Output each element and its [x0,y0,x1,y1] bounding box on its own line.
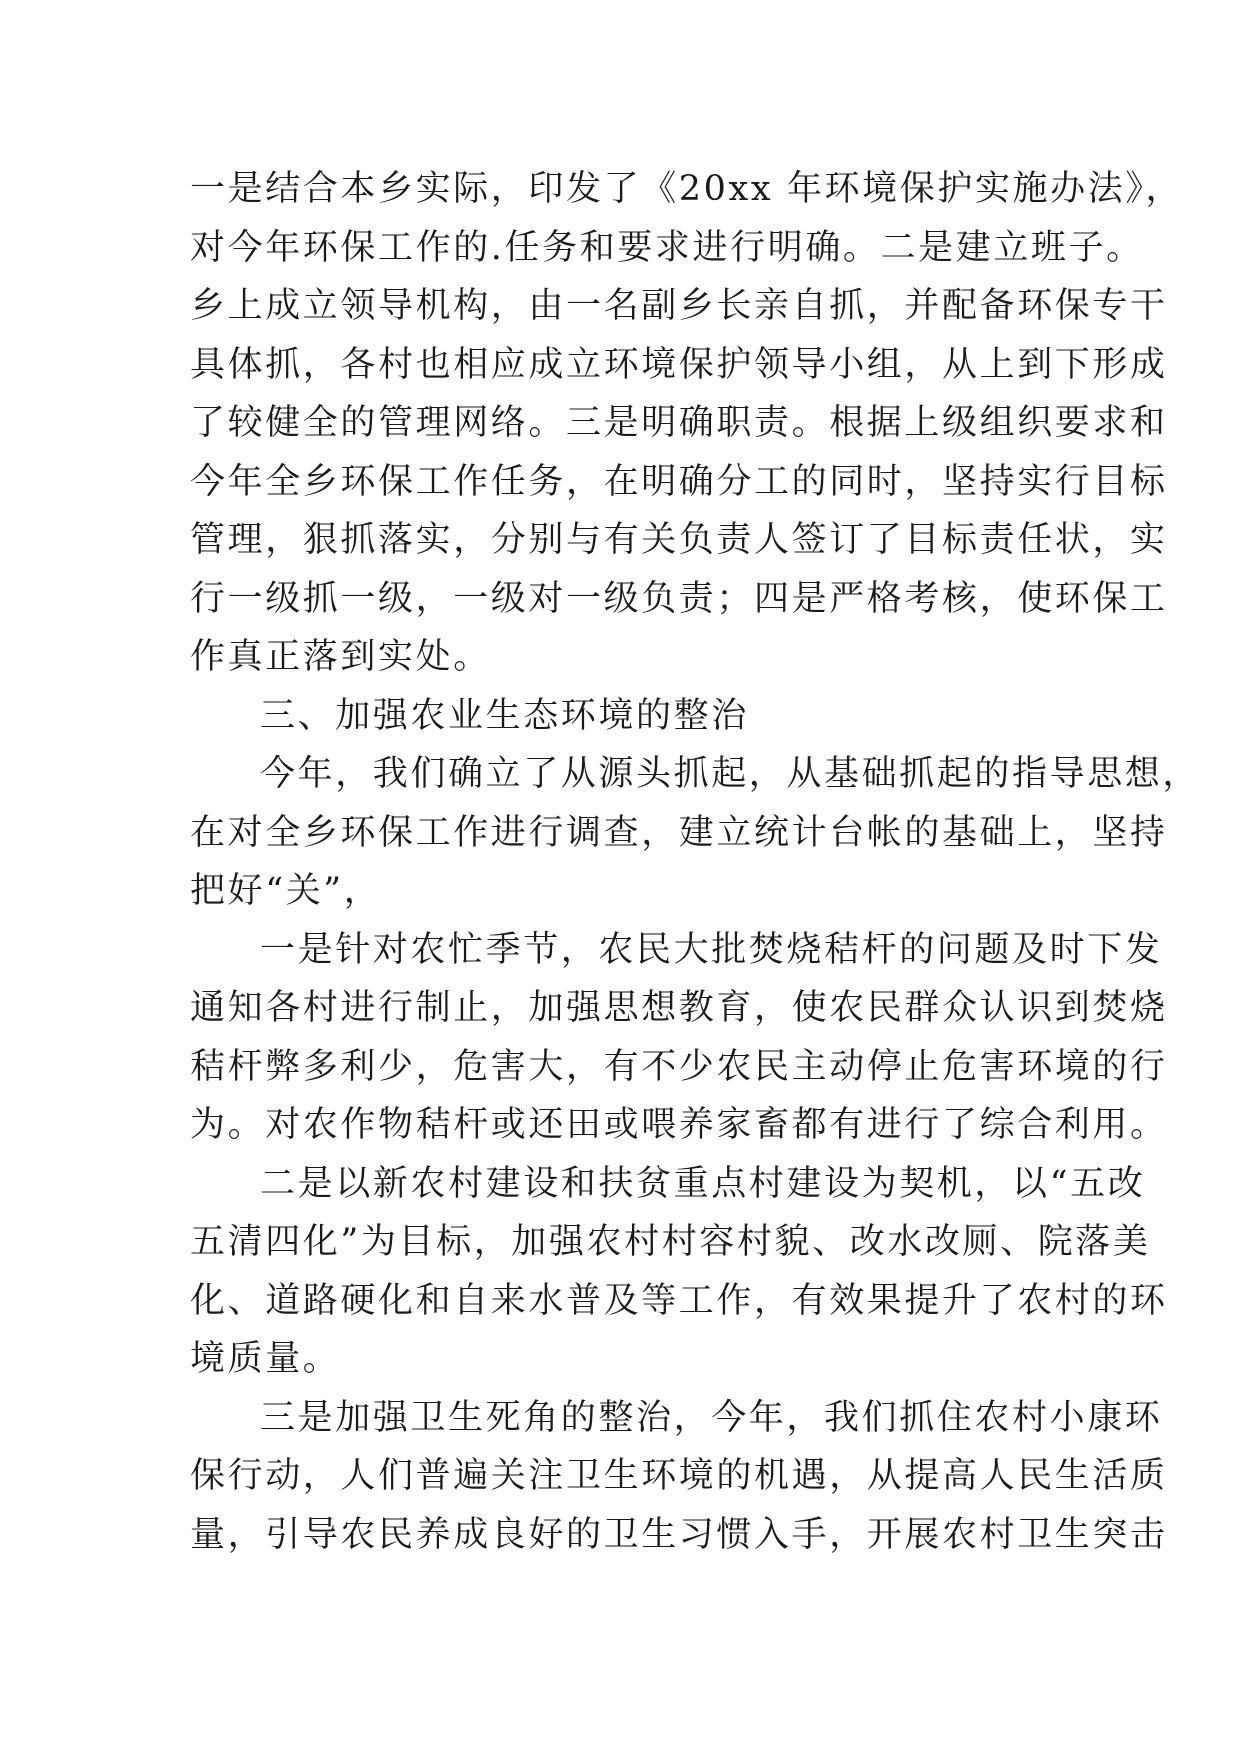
text-line: 对今年环保工作的.任务和要求进行明确。二是建立班子。 [190,227,1144,268]
text-line: 把好“关”， [190,871,382,911]
text-line: 一是结合本乡实际，印发了《20xx 年环境保护实施办法》， [190,169,1184,209]
text-line: 管理，狠抓落实，分别与有关负责人签订了目标责任状，实 [190,520,1168,560]
document-body [190,160,1201,1564]
text-line: 秸杆弊多利少，危害大，有不少农民主动停止危害环境的行 [190,1046,1168,1087]
text-line: 三是加强卫生死角的整治，今年，我们抓住农村小康环 [260,1397,1163,1438]
text-line: 一是针对农忙季节，农民大批焚烧秸杆的问题及时下发 [260,929,1163,970]
text-line: 今年全乡环保工作任务，在明确分工的同时，坚持实行目标 [190,461,1168,502]
text-line: 化、道路硬化和自来水普及等工作，有效果提升了农村的环 [190,1280,1168,1321]
text-line: 保行动，人们普遍关注卫生环境的机遇，从提高人民生活质 [190,1456,1168,1496]
text-line: 了较健全的管理网络。三是明确职责。根据上级组织要求和 [190,403,1168,443]
text-line: 在对全乡环保工作进行调查，建立统计台帐的基础上，坚持 [190,812,1168,853]
heading-line: 三、加强农业生态环境的整治 [260,695,749,736]
text-line: 具体抓，各村也相应成立环境保护领导小组，从上到下形成 [190,344,1168,385]
paragraph [190,921,1168,1155]
text-line: 境质量。 [190,1339,341,1379]
text-line: 为。对农作物秸杆或还田或喂养家畜都有进行了综合利用。 [190,1105,1168,1145]
paragraph [190,1389,1168,1565]
text-line: 二是以新农村建设和扶贫重点村建设为契机，以“五改 [260,1163,1146,1204]
paragraph [190,1155,1168,1389]
paragraph [190,745,1201,921]
text-line: 量，引导农民养成良好的卫生习惯入手，开展农村卫生突击 [190,1514,1168,1555]
paragraph [190,160,1184,687]
text-line: 五清四化”为目标，加强农村村容村貌、改水改厕、院落美 [190,1222,1151,1262]
text-line: 行一级抓一级，一级对一级负责；四是严格考核，使环保工 [190,578,1168,619]
text-line: 今年，我们确立了从源头抓起，从基础抓起的指导思想， [260,754,1201,794]
text-line: 通知各村进行制止，加强思想教育，使农民群众认识到焚烧 [190,988,1168,1028]
text-line: 乡上成立领导机构，由一名副乡长亲自抓，并配备环保专干 [190,286,1168,326]
text-line: 作真正落到实处。 [190,637,491,677]
section-heading [190,687,1070,746]
